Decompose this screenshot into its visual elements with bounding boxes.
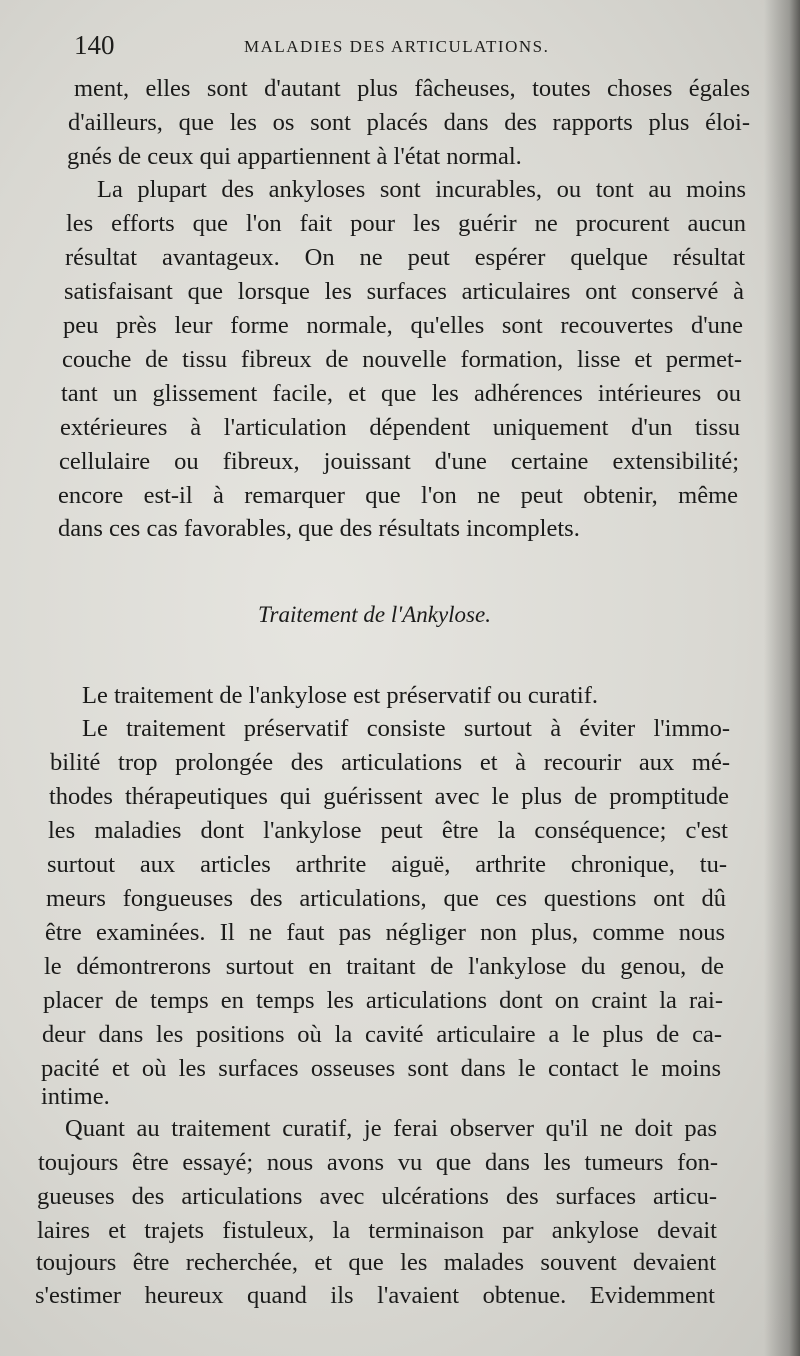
text-line: La plupart des ankyloses sont incurables, ou tont au moins xyxy=(97,176,746,203)
text-line: d'ailleurs, que les os sont placés dans des rapports plus éloi- xyxy=(68,109,750,136)
text-line: bilité trop prolongée des articulations et à recourir aux mé- xyxy=(50,749,730,776)
text-line: surtout aux articles arthrite aiguë, arthrite chronique, tu- xyxy=(47,851,727,878)
page-number: 140 xyxy=(74,30,115,60)
text-line: s'estimer heureux quand ils l'avaient obtenue. Evidemment xyxy=(35,1282,715,1309)
text-line: toujours être recherchée, et que les malades souvent devaient xyxy=(36,1249,716,1276)
text-line: placer de temps en temps les articulations dont on craint la rai- xyxy=(43,987,723,1014)
text-line: gnés de ceux qui appartiennent à l'état normal. xyxy=(67,143,522,170)
text-line: les efforts que l'on fait pour les guérir ne procurent aucun xyxy=(66,210,746,237)
text-line: Quant au traitement curatif, je ferai observer qu'il ne doit pas xyxy=(65,1115,717,1142)
text-line: Le traitement de l'ankylose est préservatif ou curatif. xyxy=(82,682,598,709)
text-line: deur dans les positions où la cavité articulaire a le plus de ca- xyxy=(42,1021,722,1048)
page-header xyxy=(74,30,754,64)
text-line: peu près leur forme normale, qu'elles sont recouvertes d'une xyxy=(63,312,743,339)
text-line: meurs fongueuses des articulations, que ces questions ont dû xyxy=(46,885,726,912)
section-heading: Traitement de l'Ankylose. xyxy=(258,602,491,627)
text-line: encore est-il à remarquer que l'on ne peut obtenir, même xyxy=(58,482,738,509)
text-line: extérieures à l'articulation dépendent uniquement d'un tissu xyxy=(60,414,740,441)
text-line: satisfaisant que lorsque les surfaces articulaires ont conservé à xyxy=(64,278,744,305)
text-line: dans ces cas favorables, que des résultats incomplets. xyxy=(58,515,580,542)
text-line: toujours être essayé; nous avons vu que dans les tumeurs fon- xyxy=(38,1149,718,1176)
text-line: cellulaire ou fibreux, jouissant d'une certaine extensibilité; xyxy=(59,448,739,475)
text-line: le démontrerons surtout en traitant de l'ankylose du genou, de xyxy=(44,953,724,980)
text-line: Le traitement préservatif consiste surtout à éviter l'immo- xyxy=(82,715,730,742)
text-line: être examinées. Il ne faut pas négliger non plus, comme nous xyxy=(45,919,725,946)
text-line: couche de tissu fibreux de nouvelle formation, lisse et permet- xyxy=(62,346,742,373)
page-gutter-shadow xyxy=(764,0,800,1356)
text-line: gueuses des articulations avec ulcérations des surfaces articu- xyxy=(37,1183,717,1210)
text-line: laires et trajets fistuleux, la terminaison par ankylose devait xyxy=(37,1217,717,1244)
text-line: pacité et où les surfaces osseuses sont dans le contact le moins xyxy=(41,1055,721,1082)
text-line: ment, elles sont d'autant plus fâcheuses, toutes choses égales xyxy=(74,75,750,102)
text-line: résultat avantageux. On ne peut espérer quelque résultat xyxy=(65,244,745,271)
text-line: thodes thérapeutiques qui guérissent avec le plus de promptitude xyxy=(49,783,729,810)
text-line: les maladies dont l'ankylose peut être la conséquence; c'est xyxy=(48,817,728,844)
text-line: tant un glissement facile, et que les adhérences intérieures ou xyxy=(61,380,741,407)
running-head: MALADIES DES ARTICULATIONS. xyxy=(244,37,550,56)
text-line: intime. xyxy=(41,1083,110,1110)
